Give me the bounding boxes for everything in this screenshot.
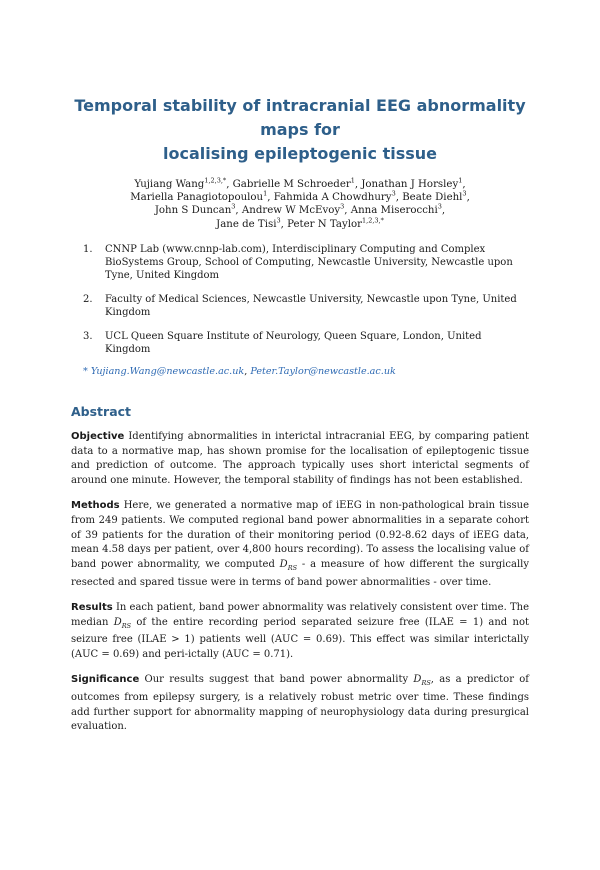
- results-text-a: In each patient, band power abnormality was relatively consistent over time. The median: [71, 601, 529, 628]
- affiliation-text: Faculty of Medical Sciences, Newcastle University, Newcastle upon Tyne, United Kingdom: [105, 293, 517, 318]
- author-affil-sup: 1: [350, 176, 355, 185]
- author-affil-sup: 1: [263, 189, 268, 198]
- author-sep: ,: [226, 179, 233, 190]
- affiliation-list: [71, 243, 529, 356]
- author-name: Andrew W McEvoy: [241, 205, 341, 217]
- corresponding-authors: [83, 365, 529, 378]
- drs-base: D: [113, 616, 122, 628]
- significance-text-b: , as a predictor of outcomes from epilepsy surgery, is a relatively robust metric over time. These findings add further support for abnormality mapping of neurophysiology data during presurgical evaluation.: [71, 673, 529, 733]
- results-label: Results: [71, 601, 113, 613]
- author-sep: ,: [395, 192, 403, 204]
- abstract-objective: [71, 430, 529, 489]
- author-affil-sup: 1,2,3,*: [204, 176, 227, 185]
- author-line: [71, 178, 529, 191]
- abstract-significance: [71, 673, 529, 735]
- paper-title: [71, 94, 529, 166]
- affiliation-text: UCL Queen Square Institute of Neurology, Queen Square, London, United Kingdom: [105, 330, 482, 355]
- drs-base: D: [279, 559, 288, 571]
- affiliation-item: [71, 243, 529, 282]
- author-name: Gabrielle M Schroeder: [232, 179, 351, 190]
- affiliation-item: [71, 330, 529, 356]
- author-name: Jonathan J Horsley: [361, 179, 459, 190]
- abstract-results: [71, 601, 529, 663]
- affiliation-item: [71, 293, 529, 319]
- author-name: Beate Diehl: [402, 192, 463, 204]
- drs-base: D: [413, 673, 422, 685]
- abstract-methods: [71, 499, 529, 591]
- author-name: Jane de Tisi: [216, 218, 277, 230]
- drs-symbol: [114, 617, 131, 628]
- methods-text-a: Here, we generated a normative map of iEEG in non-pathological brain tissue from 249 patients. We computed regional band power abnormalities in a separate cohort of 39 patients for the duration of their monitoring period (0.92-8.62 days of iEEG data, mean 4.58 days per patient, over 4,800 hours recording). To assess the localising value of band power abnormality, we computed: [71, 500, 529, 571]
- drs-sub: RS: [121, 621, 132, 630]
- author-name: Mariella Panagiotopoulou: [130, 192, 264, 204]
- drs-sub: RS: [421, 678, 431, 687]
- results-text-b: of the entire recording period separated seizure free (ILAE = 1) and not seizure free (ILAE > 1) patients well (AUC = 0.69). This effect was similar interictally (AUC = 0.69) and peri-ictally (AUC = 0.71).: [71, 616, 529, 661]
- author-name: Fahmida A Chowdhury: [273, 192, 392, 204]
- author-sep: ,: [280, 218, 288, 230]
- affiliation-number: 2.: [83, 293, 93, 305]
- author-name: Peter N Taylor: [287, 218, 362, 230]
- author-affil-sup: 1,2,3,*: [362, 216, 384, 225]
- author-name: Anna Miserocchi: [350, 205, 438, 217]
- email-link-wang[interactable]: Yujiang.Wang@newcastle.ac.uk: [90, 365, 245, 377]
- significance-label: Significance: [71, 673, 140, 685]
- author-sep: ,: [267, 192, 274, 204]
- abstract-heading: Abstract: [71, 403, 132, 419]
- affiliation-number: 3.: [83, 330, 93, 342]
- significance-text-a: Our results suggest that band power abnormality: [144, 673, 409, 685]
- drs-sub: RS: [287, 564, 298, 573]
- author-affil-sup: 3: [391, 189, 396, 198]
- drs-symbol: [413, 674, 430, 685]
- title-line-2: localising epileptogenic tissue: [162, 144, 438, 163]
- email-link-taylor[interactable]: Peter.Taylor@newcastle.ac.uk: [250, 365, 396, 377]
- objective-label: Objective: [71, 430, 125, 442]
- author-sep: ,: [441, 205, 446, 217]
- drs-symbol: [279, 559, 298, 573]
- author-name: Yujiang Wang: [134, 179, 205, 190]
- author-sep: ,: [462, 179, 466, 190]
- corresponding-star: *: [83, 365, 88, 377]
- author-name: John S Duncan: [154, 205, 232, 217]
- author-sep: ,: [235, 205, 242, 217]
- author-affil-sup: 3: [231, 203, 236, 212]
- author-affil-sup: 3: [340, 203, 345, 212]
- methods-text-b: - a measure of how different the surgically resected and spared tissue were in terms of band power abnormalities - over time.: [71, 559, 529, 588]
- email-sep: ,: [244, 365, 251, 377]
- affiliation-number: 1.: [83, 243, 93, 255]
- methods-label: Methods: [71, 500, 120, 511]
- author-sep: ,: [354, 179, 362, 190]
- author-affil-sup: 3: [276, 216, 281, 225]
- author-affil-sup: 3: [462, 189, 467, 198]
- title-line-1: Temporal stability of intracranial EEG abnormality maps for: [74, 96, 526, 139]
- author-sep: ,: [466, 192, 470, 204]
- author-sep: ,: [344, 205, 351, 217]
- author-line: [71, 191, 529, 204]
- author-list: [71, 178, 529, 231]
- author-affil-sup: 1: [458, 176, 463, 185]
- paper-page: [0, 94, 600, 870]
- author-affil-sup: 3: [437, 203, 442, 212]
- author-line: [71, 218, 529, 231]
- affiliation-text: CNNP Lab (www.cnnp-lab.com), Interdisciplinary Computing and Complex BioSystems Group, School of Computing, Newcastle University, Newcastle upon Tyne, United Kingdom: [105, 243, 513, 281]
- author-line: [71, 204, 529, 217]
- objective-text: Identifying abnormalities in interictal intracranial EEG, by comparing patient data to a normative map, has shown promise for the localisation of epileptogenic tissue and prediction of outcome. The approach typically uses short interictal segments of around one minute. However, the temporal stability of findings has not been established.: [71, 430, 529, 487]
